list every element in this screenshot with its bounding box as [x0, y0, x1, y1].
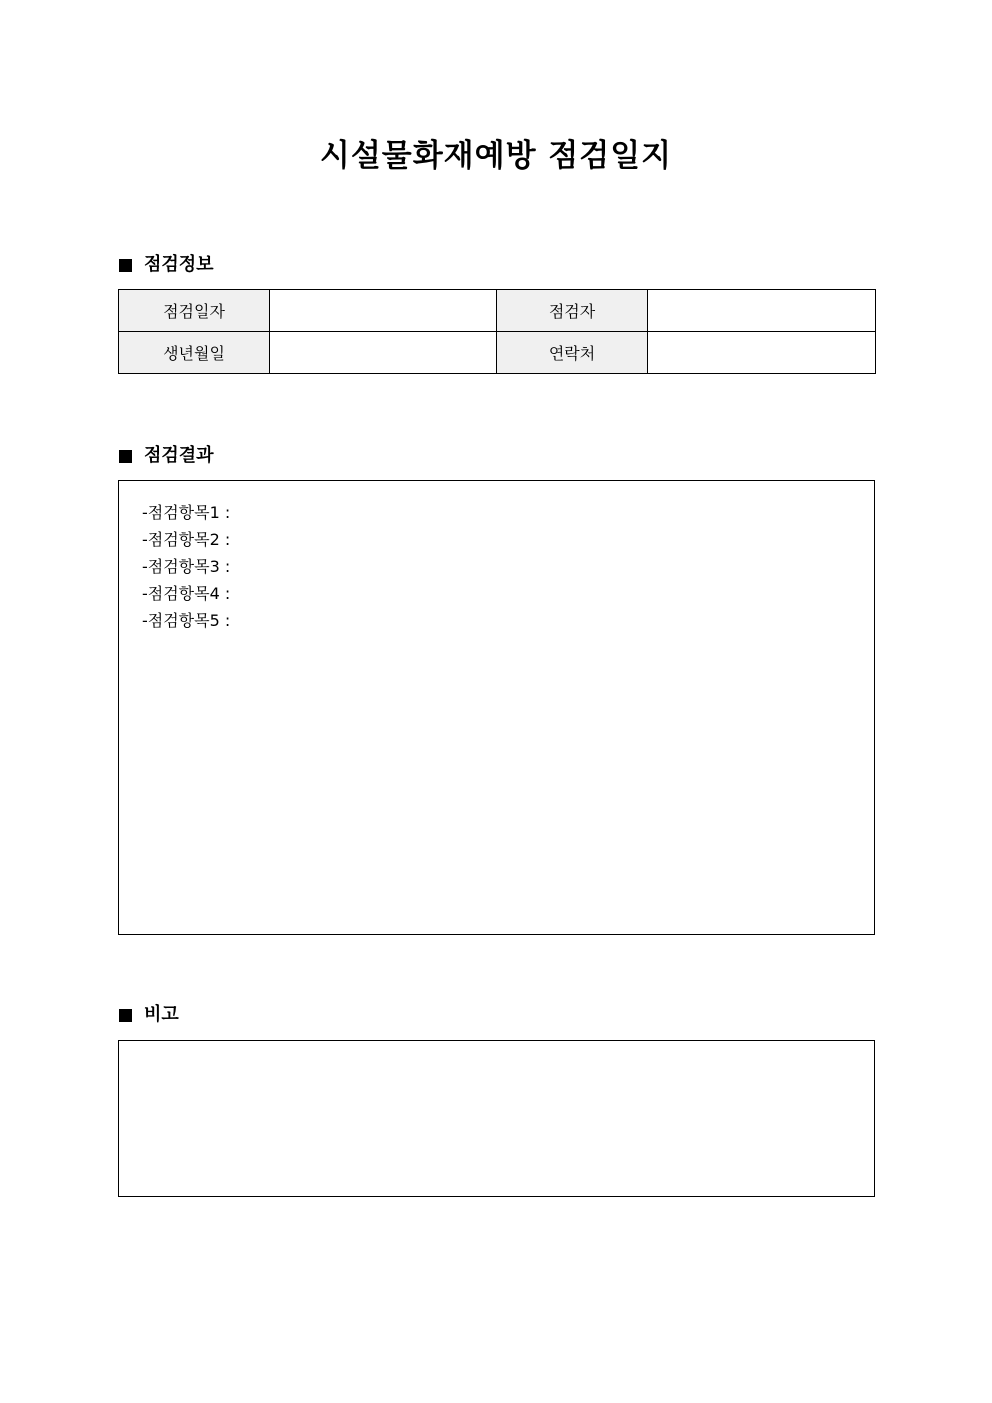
table-row: [119, 290, 876, 332]
contact-field[interactable]: [648, 332, 876, 374]
section-heading-notes-label: 비고: [144, 1004, 179, 1025]
square-bullet-icon: [119, 1009, 132, 1022]
inspection-info-table: [118, 289, 876, 374]
notes-box[interactable]: [118, 1040, 875, 1197]
section-heading-info: [119, 253, 214, 277]
section-heading-info-label: 점검정보: [144, 254, 214, 275]
birth-date-field[interactable]: [270, 332, 497, 374]
section-heading-notes: [119, 1003, 179, 1027]
inspection-date-label: 점검일자: [119, 290, 270, 332]
list-item: -점검항목4 :: [142, 584, 231, 603]
section-heading-result-label: 점검결과: [144, 445, 214, 466]
inspection-date-field[interactable]: [270, 290, 497, 332]
inspector-label: 점검자: [497, 290, 648, 332]
square-bullet-icon: [119, 450, 132, 463]
list-item: -점검항목2 :: [142, 530, 231, 549]
inspector-field[interactable]: [648, 290, 876, 332]
list-item: -점검항목3 :: [142, 557, 231, 576]
section-heading-result: [119, 444, 214, 468]
table-row: [119, 332, 876, 374]
inspection-result-box[interactable]: [118, 480, 875, 935]
contact-label: 연락처: [497, 332, 648, 374]
list-item: -점검항목1 :: [142, 503, 231, 522]
birth-date-label: 생년월일: [119, 332, 270, 374]
square-bullet-icon: [119, 259, 132, 272]
inspection-item-list: [119, 481, 874, 634]
list-item: -점검항목5 :: [142, 611, 231, 630]
document-title: 시설물화재예방 점검일지: [319, 138, 673, 174]
